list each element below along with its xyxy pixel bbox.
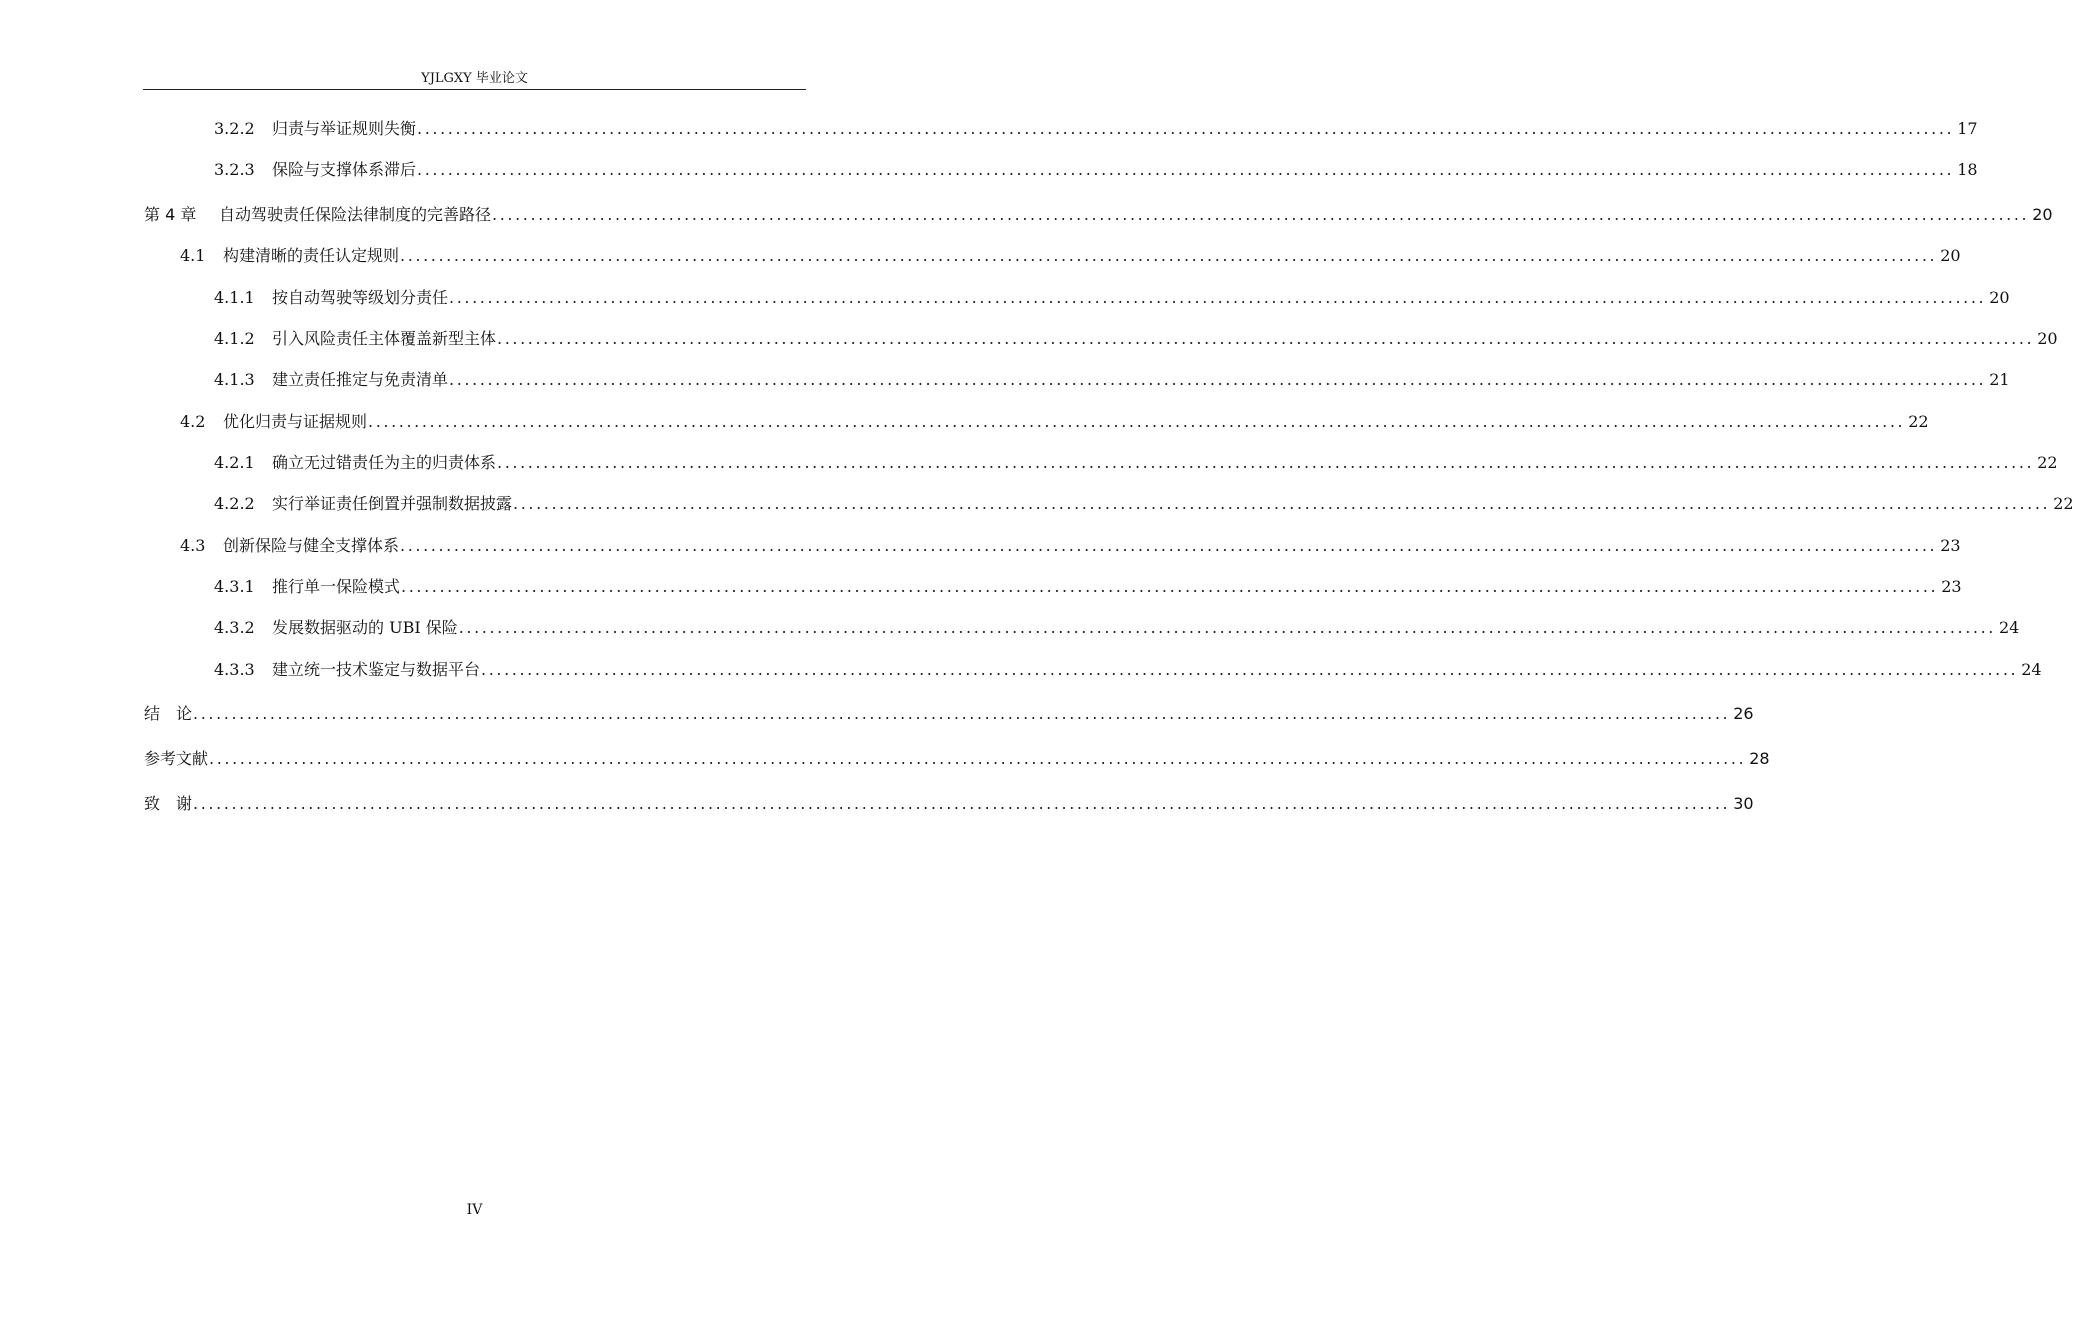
toc-entry-page: 30 — [1733, 794, 1754, 813]
toc-entry-number: 4.2.1 — [214, 453, 255, 472]
toc-entry-title: 保险与支撑体系滞后 — [272, 160, 417, 179]
toc-entry-number: 3.2.2 — [214, 119, 255, 138]
toc-entry-title: 构建清晰的责任认定规则 — [223, 246, 400, 265]
dot-leader: ........................................................................................................................................................................................................ — [449, 370, 1987, 389]
dot-leader: ........................................................................................................................................................................................................ — [497, 453, 2035, 472]
toc-entry-title: 建立责任推定与免责清单 — [272, 370, 449, 389]
dot-leader: ........................................................................................................................................................................................................ — [193, 704, 1731, 723]
dot-leader: ........................................................................................................................................................................................................ — [449, 288, 1987, 307]
toc-entry-number: 4.3.3 — [214, 660, 255, 679]
toc-entry-page: 20 — [2032, 205, 2053, 224]
toc-entry[interactable] — [214, 369, 2010, 391]
toc-entry-page: 28 — [1749, 749, 1770, 768]
dot-leader: ........................................................................................................................................................................................................ — [458, 618, 1996, 637]
toc-entry-title: 归责与举证规则失衡 — [272, 119, 417, 138]
toc-entry[interactable] — [214, 287, 2010, 309]
toc-entry-page: 22 — [1908, 412, 1929, 431]
dot-leader: ........................................................................................................................................................................................................ — [417, 119, 1955, 138]
toc-entry-number: 4.2 — [180, 412, 206, 431]
toc-entry-page: 21 — [1989, 370, 2010, 389]
toc-entry[interactable] — [214, 617, 2020, 639]
toc-entry-title: 确立无过错责任为主的归责体系 — [272, 453, 497, 472]
toc-entry-number: 4.3.2 — [214, 618, 255, 637]
dot-leader: ........................................................................................................................................................................................................ — [209, 749, 1747, 768]
toc-entry[interactable] — [214, 118, 1978, 140]
running-header: YJLGXY 毕业论文 — [421, 71, 528, 86]
toc-entry-page: 26 — [1733, 704, 1754, 723]
dot-leader: ........................................................................................................................................................................................................ — [368, 412, 1906, 431]
toc-entry-title: 创新保险与健全支撑体系 — [223, 536, 400, 555]
dot-leader: ........................................................................................................................................................................................................ — [513, 494, 2051, 513]
toc-entry[interactable] — [214, 659, 2042, 681]
toc-entry-title: 引入风险责任主体覆盖新型主体 — [272, 329, 497, 348]
toc-entry-chapter[interactable] — [144, 748, 1770, 770]
toc-entry-page: 18 — [1957, 160, 1978, 179]
toc-entry-page: 20 — [1940, 246, 1961, 265]
toc-entry-chapter[interactable] — [144, 703, 1754, 725]
toc-entry-page: 20 — [1989, 288, 2010, 307]
toc-entry-number: 4.1 — [180, 246, 206, 265]
dot-leader: ........................................................................................................................................................................................................ — [417, 160, 1955, 179]
toc-entry-number: 4.3 — [180, 536, 206, 555]
toc-entry-title: 建立统一技术鉴定与数据平台 — [272, 660, 481, 679]
toc-entry[interactable] — [214, 493, 2074, 515]
toc-entry-number: 4.1.2 — [214, 329, 255, 348]
dot-leader: ........................................................................................................................................................................................................ — [497, 329, 2035, 348]
toc-entry-number: 3.2.3 — [214, 160, 255, 179]
toc-entry-title: 发展数据驱动的 UBI 保险 — [272, 618, 458, 637]
toc-entry-title: 优化归责与证据规则 — [223, 412, 368, 431]
dot-leader: ........................................................................................................................................................................................................ — [193, 794, 1731, 813]
toc-entry[interactable] — [180, 411, 1929, 433]
toc-entry[interactable] — [214, 576, 1962, 598]
page-number: IV — [466, 1202, 483, 1218]
toc-entry-title: 结 论 — [144, 704, 193, 723]
toc-entry-page: 23 — [1941, 577, 1962, 596]
toc-entry-page: 23 — [1940, 536, 1961, 555]
toc-entry[interactable] — [180, 245, 1961, 267]
toc-entry[interactable] — [214, 452, 2058, 474]
dot-leader: ........................................................................................................................................................................................................ — [400, 536, 1938, 555]
toc-entry-number: 4.1.1 — [214, 288, 255, 307]
toc-entry-title: 实行举证责任倒置并强制数据披露 — [272, 494, 513, 513]
dot-leader: ........................................................................................................................................................................................................ — [400, 246, 1938, 265]
toc-entry-number: 第 4 章 — [144, 205, 197, 224]
toc-entry-page: 17 — [1957, 119, 1978, 138]
toc-entry-page: 20 — [2037, 329, 2058, 348]
toc-entry-page: 22 — [2053, 494, 2074, 513]
toc-entry-number: 4.1.3 — [214, 370, 255, 389]
toc-entry-chapter[interactable] — [144, 793, 1754, 815]
dot-leader: ........................................................................................................................................................................................................ — [481, 660, 2019, 679]
toc-entry-title: 按自动驾驶等级划分责任 — [272, 288, 449, 307]
toc-entry-title: 自动驾驶责任保险法律制度的完善路径 — [219, 205, 492, 224]
toc-entry-page: 24 — [2021, 660, 2042, 679]
header-rule — [143, 89, 806, 90]
toc-entry-number: 4.2.2 — [214, 494, 255, 513]
toc-entry[interactable] — [180, 535, 1961, 557]
toc-entry-title: 致 谢 — [144, 794, 193, 813]
toc-entry-page: 22 — [2037, 453, 2058, 472]
toc-entry-title: 参考文献 — [144, 749, 209, 768]
toc-entry-chapter[interactable] — [144, 204, 2053, 226]
toc-entry[interactable] — [214, 159, 1978, 181]
dot-leader: ........................................................................................................................................................................................................ — [492, 205, 2030, 224]
toc-entry-page: 24 — [1998, 618, 2020, 637]
toc-entry-title: 推行单一保险模式 — [272, 577, 401, 596]
dot-leader: ........................................................................................................................................................................................................ — [401, 577, 1939, 596]
toc-entry-number: 4.3.1 — [214, 577, 255, 596]
toc-entry[interactable] — [214, 328, 2058, 350]
